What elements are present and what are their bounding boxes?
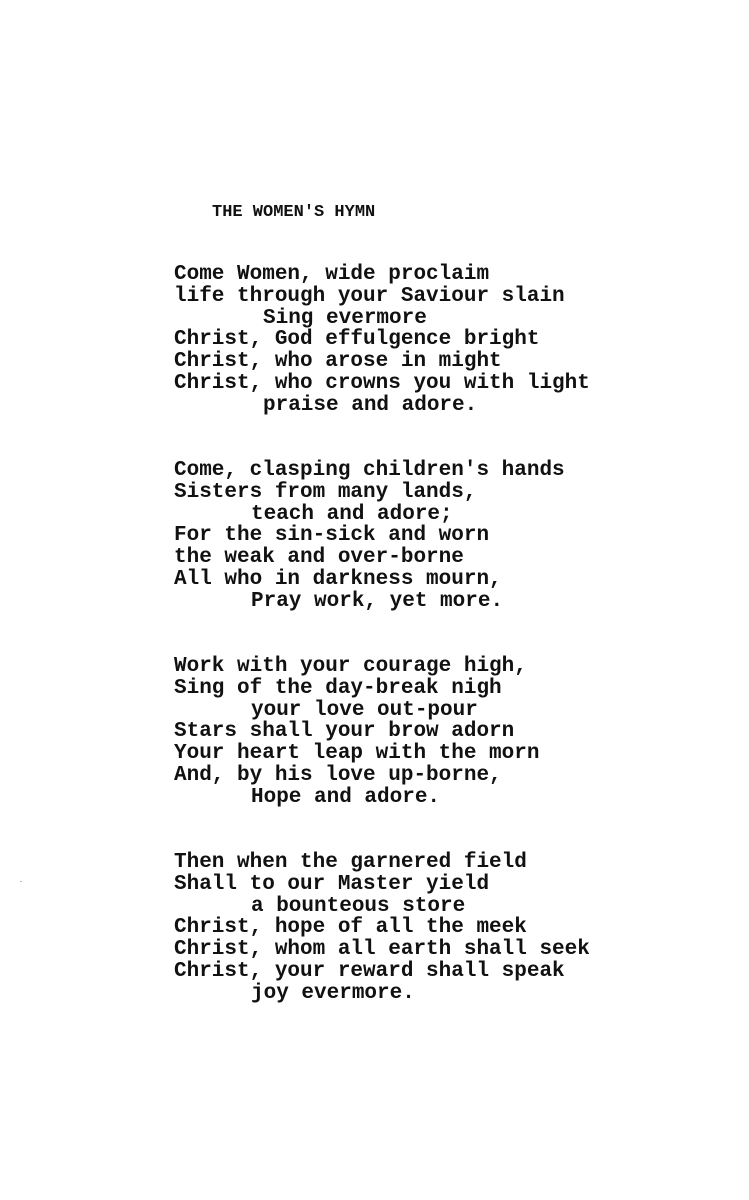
verse-line: Shall to our Master yield <box>174 872 490 896</box>
verse-line: Sing of the day-break nigh <box>174 676 502 700</box>
verse-line: And, by his love up-borne, <box>174 763 502 787</box>
verse-line-indented: your love out-pour <box>251 698 478 722</box>
verse-line: Christ, who crowns you with light <box>174 371 590 395</box>
verse-line: the weak and over-borne <box>174 546 464 570</box>
stanza-4 <box>174 852 590 1005</box>
stanza-3 <box>174 656 539 809</box>
verse-line: Sisters from many lands, <box>174 480 477 504</box>
verse-line: Come, clasping children's hands <box>174 459 565 482</box>
verse-line: Christ, whom all earth shall seek <box>174 938 590 962</box>
scan-speck <box>20 881 22 882</box>
verse-line: Your heart leap with the morn <box>174 742 540 766</box>
verse-line: Christ, your reward shall speak <box>174 959 565 983</box>
verse-line-indented: joy evermore. <box>251 981 415 1005</box>
verse-line: For the sin-sick and worn <box>174 524 490 548</box>
verse-line-indented: Pray work, yet more. <box>251 589 504 613</box>
stanza-2 <box>174 460 565 613</box>
verse-line: life through your Saviour slain <box>174 284 565 308</box>
page-title: THE WOMEN'S HYMN <box>212 203 376 222</box>
verse-line-indented: teach and adore; <box>251 502 453 526</box>
verse-line: Come Women, wide proclaim <box>174 263 490 286</box>
verse-line: Then when the garnered field <box>174 851 527 874</box>
verse-line-indented: Sing evermore <box>263 306 427 330</box>
verse-line: Work with your courage high, <box>174 655 527 678</box>
stanza-1 <box>174 264 590 417</box>
verse-line: Stars shall your brow adorn <box>174 720 515 744</box>
verse-line-indented: a bounteous store <box>251 894 466 918</box>
verse-line: Christ, God effulgence bright <box>174 328 540 352</box>
verse-line: All who in darkness mourn, <box>174 567 502 591</box>
verse-line: Christ, hope of all the meek <box>174 916 527 940</box>
verse-line-indented: Hope and adore. <box>251 785 441 809</box>
verse-line-indented: praise and adore. <box>263 393 478 417</box>
verse-line: Christ, who arose in might <box>174 350 502 374</box>
